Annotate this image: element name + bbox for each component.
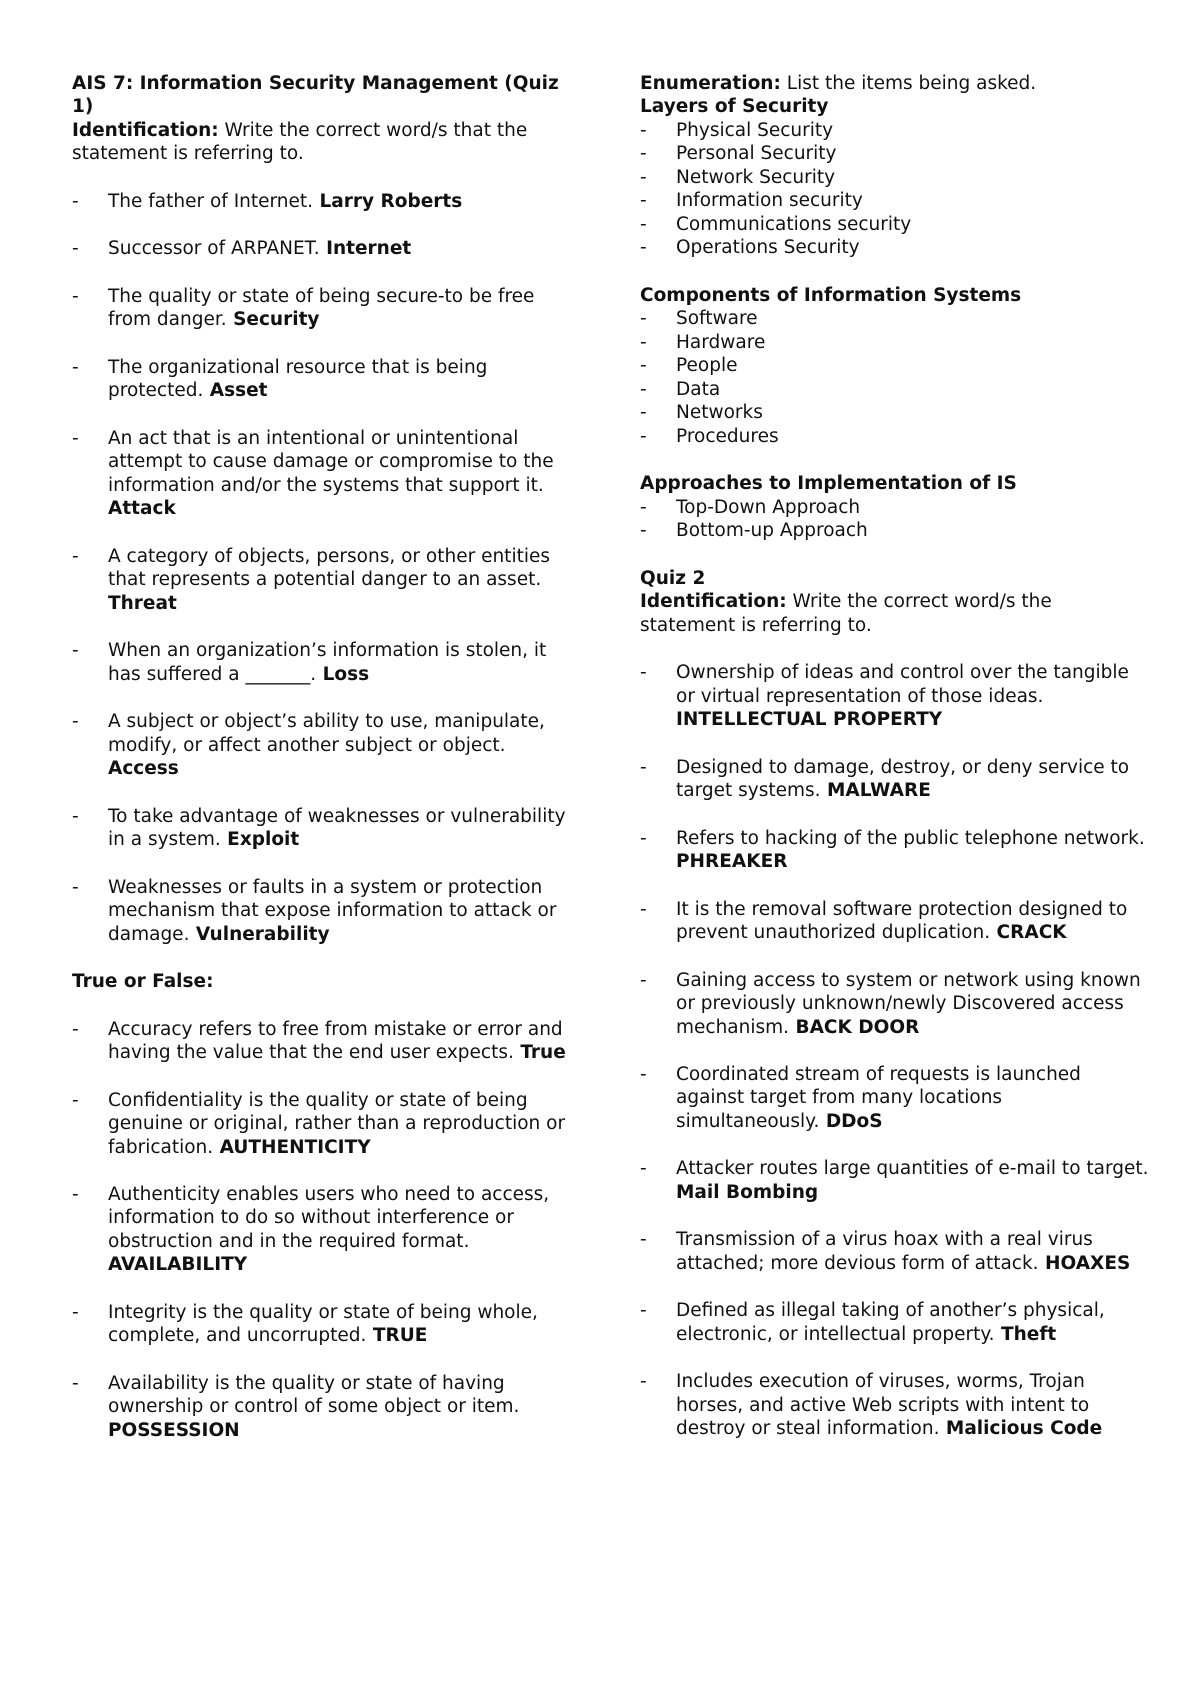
answer: AVAILABILITY [108,1254,248,1276]
answer: Theft [994,1323,1057,1345]
identification-list [72,190,582,946]
question-item: - An act that is an intentional or unintentional attempt to cause damage or compromise to the information and/or the systems that support it. Attack [72,427,554,520]
answer: Security [226,309,320,331]
true-false-list [72,1018,582,1443]
answer: Larry Roberts [313,190,463,212]
answer: BACK DOOR [789,1016,920,1038]
answer: Attack [108,498,176,520]
list-item: - Software [640,308,758,330]
true-false-title: True or False: [72,971,214,993]
question-item: - Successor of ARPANET. Internet [72,238,412,260]
answer: Mail Bombing [676,1181,819,1203]
question-item: - Weaknesses or faults in a system or protection mechanism that expose information to attack or damage. Vulnerability [72,876,557,945]
question-item: - Attacker routes large quantities of e-mail to target. Mail Bombing [640,1158,1149,1203]
list-item: - Data [640,378,721,400]
components-list [640,307,1150,448]
question-item: - Accuracy refers to free from mistake or error and having the value that the end user expects. True [72,1018,566,1064]
question-item: - The father of Internet. Larry Roberts [72,190,463,212]
answer: MALWARE [820,780,931,802]
components-title: Components of Information Systems [640,284,1022,306]
answer: Internet [319,238,412,260]
list-item: - Top-Down Approach [640,496,861,518]
question-item: - When an organization’s information is stolen, it has suffered a _______. Loss [72,640,547,685]
question-item: - A category of objects, persons, or other entities that represents a potential danger to an asset. Threat [72,545,550,614]
question-item: - It is the removal software protection designed to prevent unauthorized duplication. CRACK [640,898,1128,944]
list-item: - Network Security [640,166,836,188]
question-item: - Designed to damage, destroy, or deny service to target systems. MALWARE [640,756,1130,802]
list-item: - Bottom-up Approach [640,520,868,542]
question-item: - Defined as illegal taking of another’s physical, electronic, or intellectual property. Theft [640,1300,1105,1345]
right-column [640,72,1150,1465]
question-item: - Ownership of ideas and control over the tangible or virtual representation of those ideas. INTELLECTUAL PROPERTY [640,662,1129,731]
question-item: - Transmission of a virus hoax with a real virus attached; more devious form of attack. HOAXES [640,1229,1131,1274]
answer: Loss [316,663,370,685]
question-item: - Coordinated stream of requests is launched against target from many locations simultaneously. DDoS [640,1063,1081,1132]
answer: Threat [108,592,177,614]
list-item: - Networks [640,402,763,424]
quiz2-identification-list [640,661,1150,1441]
question-item: - Authenticity enables users who need to access, information to do so without interference or obstruction and in the required format. AVAILABILITY [72,1183,550,1276]
layers-list [640,119,1150,260]
answer: INTELLECTUAL PROPERTY [676,709,943,731]
question-item: - The quality or state of being secure-to be free from danger. Security [72,285,535,331]
answer: Access [108,758,179,780]
question-item: - Confidentiality is the quality or state of being genuine or original, rather than a reproduction or fabrication. AUTHENTICITY [72,1089,566,1158]
answer: PHREAKER [676,851,788,873]
left-column [72,72,582,1466]
answer: Asset [203,380,268,402]
list-item: - Operations Security [640,237,860,259]
identification-instructions: Identification: Write the correct word/s that the statement is referring to. [72,119,528,165]
list-item: - People [640,355,738,377]
answer: True [513,1042,566,1064]
list-item: - Hardware [640,331,766,353]
question-item: - A subject or object’s ability to use, manipulate, modify, or affect another subject or object. Access [72,711,545,780]
question-item: - The organizational resource that is being protected. Asset [72,356,488,402]
answer: Exploit [220,829,300,851]
list-item: - Personal Security [640,143,837,165]
answer: AUTHENTICITY [213,1136,371,1158]
question-item: - Availability is the quality or state of having ownership or control of some object or item. POSSESSION [72,1372,520,1441]
question-item: - To take advantage of weaknesses or vulnerability in a system. Exploit [72,805,566,851]
enumeration-instructions: Enumeration: List the items being asked. [640,73,1037,94]
quiz2-title: Quiz 2 [640,567,706,589]
question-item: - Refers to hacking of the public telephone network. PHREAKER [640,827,1145,873]
list-item: - Information security [640,190,863,212]
answer: TRUE [366,1325,428,1347]
question-item: - Integrity is the quality or state of being whole, complete, and uncorrupted. TRUE [72,1301,538,1347]
document-title: AIS 7: Information Security Management (Quiz 1) [72,73,559,118]
answer: POSSESSION [108,1419,240,1441]
answer: HOAXES [1038,1252,1131,1274]
answer: Vulnerability [189,923,330,945]
layers-title: Layers of Security [640,96,829,118]
question-item: - Includes execution of viruses, worms, Trojan horses, and active Web scripts with intent to destroy or steal information. Malicious Code [640,1371,1103,1440]
approaches-list [640,496,1150,543]
list-item: - Communications security [640,213,912,235]
approaches-title: Approaches to Implementation of IS [640,473,1017,495]
list-item: - Procedures [640,425,779,447]
identification-instructions: Identification: Write the correct word/s the statement is referring to. [640,591,1052,636]
answer: DDoS [819,1110,883,1132]
list-item: - Physical Security [640,119,834,141]
answer: CRACK [990,922,1067,944]
answer: Malicious Code [939,1418,1103,1440]
question-item: - Gaining access to system or network using known or previously unknown/newly Discovered access mechanism. BACK DOOR [640,969,1141,1038]
